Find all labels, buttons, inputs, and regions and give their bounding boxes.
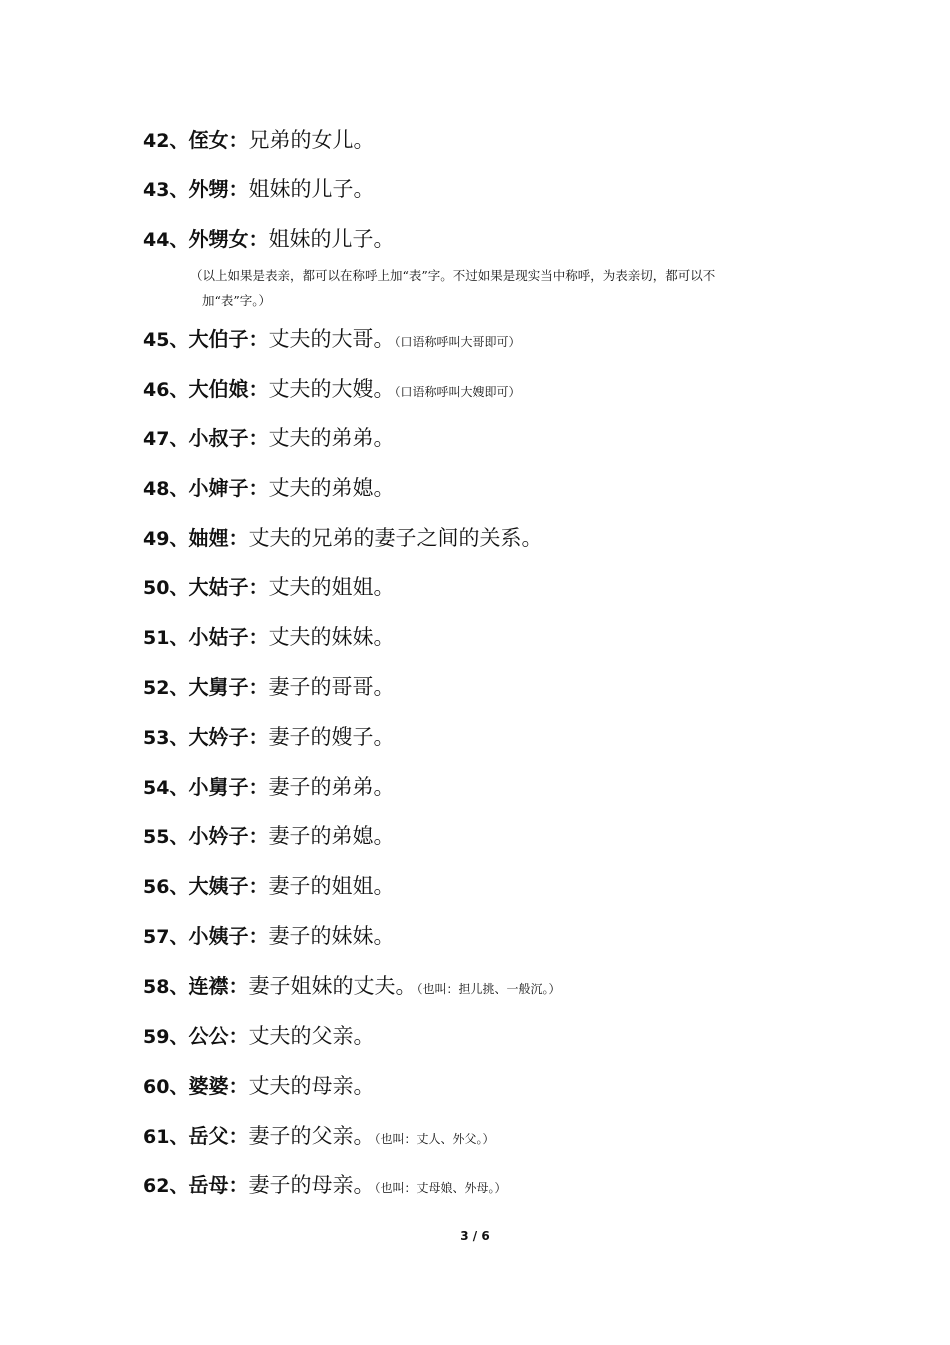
entry-definition: 妻子的弟弟。: [268, 775, 395, 799]
relatives-note: [190, 263, 815, 313]
entry-definition: 姐妹的儿子。: [248, 177, 375, 201]
entry-number: 57、: [143, 926, 189, 948]
entry-definition: 妻子的妹妹。: [268, 924, 395, 948]
relatives-note-line-2: 加“表”字。）: [202, 293, 272, 308]
entry-definition: 丈夫的母亲。: [248, 1074, 375, 1098]
entry-term: 小姑子：: [188, 625, 269, 649]
entry-term: 公公：: [188, 1024, 249, 1048]
entry-note: （口语称呼叫大哥即可）: [394, 335, 521, 349]
entry-number: 52、: [143, 677, 189, 699]
entry-number: 55、: [143, 826, 189, 848]
entry-51: [143, 623, 394, 651]
entry-term: 连襟：: [188, 974, 249, 998]
entry-term: 妯娌：: [188, 526, 249, 550]
entry-42: [143, 126, 374, 154]
entry-term: 小婶子：: [188, 476, 269, 500]
entry-number: 45、: [143, 329, 189, 351]
entry-term: 大舅子：: [188, 675, 269, 699]
entry-definition: 丈夫的兄弟的妻子之间的关系。: [248, 526, 543, 550]
entry-definition: 丈夫的弟媳。: [268, 476, 395, 500]
entry-term: 外甥：: [188, 177, 249, 201]
entry-61: [143, 1122, 494, 1150]
entry-number: 48、: [143, 478, 189, 500]
entry-50: [143, 573, 394, 601]
entry-number: 61、: [143, 1126, 189, 1148]
entry-term: 岳母：: [188, 1173, 249, 1197]
entry-note: （口语称呼叫大嫂即可）: [394, 385, 521, 399]
entry-note: （也叫：丈人、外父。）: [374, 1132, 495, 1146]
entry-definition: 妻子姐妹的丈夫。: [248, 974, 417, 998]
entry-number: 42、: [143, 130, 189, 152]
entry-53: [143, 723, 394, 751]
page-number: 3 / 6: [460, 1229, 490, 1243]
entry-48: [143, 474, 394, 502]
entry-60: [143, 1072, 374, 1100]
entry-number: 56、: [143, 876, 189, 898]
entry-number: 43、: [143, 179, 189, 201]
entry-44: [143, 225, 394, 253]
entry-definition: 丈夫的妹妹。: [268, 625, 395, 649]
entry-number: 49、: [143, 528, 189, 550]
entry-number: 59、: [143, 1026, 189, 1048]
entry-definition: 妻子的嫂子。: [268, 725, 395, 749]
entry-definition: 兄弟的女儿。: [248, 128, 375, 152]
entry-note: （也叫：担儿挑、一般沉。）: [416, 982, 561, 996]
entry-54: [143, 773, 394, 801]
entry-52: [143, 673, 394, 701]
entry-58: [143, 972, 560, 1000]
entry-definition: 丈夫的弟弟。: [268, 426, 395, 450]
entry-term: 小舅子：: [188, 775, 269, 799]
entry-term: 小姨子：: [188, 924, 269, 948]
entry-62: [143, 1171, 506, 1199]
entry-number: 50、: [143, 577, 189, 599]
entry-number: 47、: [143, 428, 189, 450]
entry-59: [143, 1022, 374, 1050]
entry-definition: 妻子的弟媳。: [268, 824, 395, 848]
entry-term: 小妗子：: [188, 824, 269, 848]
entry-number: 54、: [143, 777, 189, 799]
entry-definition: 丈夫的大哥。: [268, 327, 395, 351]
entry-definition: 妻子的姐姐。: [268, 874, 395, 898]
entry-definition: 丈夫的父亲。: [248, 1024, 375, 1048]
entry-47: [143, 424, 394, 452]
relatives-note-line-1: （以上如果是表亲，都可以在称呼上加“表”字。不过如果是现实当中称呼，为表亲切，都可以不: [190, 268, 716, 283]
entry-term: 大姑子：: [188, 575, 269, 599]
entry-number: 44、: [143, 229, 189, 251]
entry-definition: 丈夫的姐姐。: [268, 575, 395, 599]
entry-note: （也叫：丈母娘、外母。）: [374, 1181, 507, 1195]
entry-number: 53、: [143, 727, 189, 749]
entry-43: [143, 175, 374, 203]
entry-term: 婆婆：: [188, 1074, 249, 1098]
entry-term: 大妗子：: [188, 725, 269, 749]
entry-46: [143, 375, 520, 403]
entry-number: 60、: [143, 1076, 189, 1098]
entry-definition: 妻子的母亲。: [248, 1173, 375, 1197]
entry-term: 大伯子：: [188, 327, 269, 351]
entry-45: [143, 325, 520, 353]
entry-term: 外甥女：: [188, 227, 269, 251]
entry-number: 46、: [143, 379, 189, 401]
entry-definition: 丈夫的大嫂。: [268, 377, 395, 401]
entry-49: [143, 524, 542, 552]
entry-definition: 妻子的父亲。: [248, 1124, 375, 1148]
entry-term: 侄女：: [188, 128, 249, 152]
entry-definition: 姐妹的儿子。: [268, 227, 395, 251]
entry-definition: 妻子的哥哥。: [268, 675, 395, 699]
entry-number: 58、: [143, 976, 189, 998]
entry-57: [143, 922, 394, 950]
entry-term: 小叔子：: [188, 426, 269, 450]
entry-term: 大姨子：: [188, 874, 269, 898]
entry-term: 大伯娘：: [188, 377, 269, 401]
entry-55: [143, 822, 394, 850]
entry-number: 62、: [143, 1175, 189, 1197]
entry-number: 51、: [143, 627, 189, 649]
entry-term: 岳父：: [188, 1124, 249, 1148]
entry-56: [143, 872, 394, 900]
